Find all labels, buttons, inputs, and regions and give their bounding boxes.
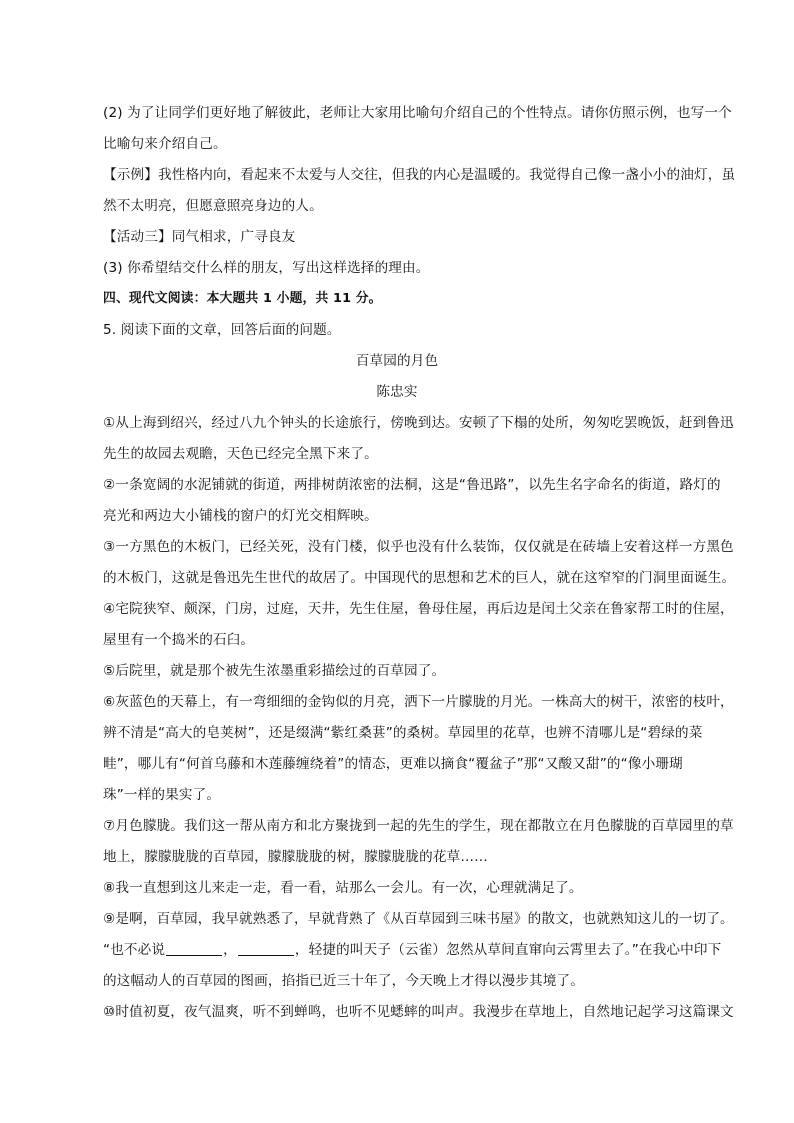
example-line-1: 【示例】我性格内向，看起来不太爱与人交往，但我的内心是温暖的。我觉得自己像一盏小小的油灯，虽 — [103, 167, 736, 183]
article-line: ④宅院狭窄、颇深，门房，过庭，天井，先生住屋，鲁母住屋，再后边是闰土父亲在鲁家帮工时的住屋， — [103, 601, 734, 617]
article-line: ②一条宽阔的水泥铺就的街道，两排树荫浓密的法桐，这是“鲁迅路”，以先生名字命名的街道，路灯的 — [103, 477, 721, 493]
article-quote-line — [103, 940, 723, 960]
article-line: 屋里有一个捣米的石臼。 — [103, 632, 255, 648]
article-line: 地上，朦朦胧胧的百草园，朦朦胧胧的树，朦朦胧胧的花草…… — [103, 849, 488, 865]
article-line: ③一方黑色的木板门，已经关死，没有门楼，似乎也没有什么装饰，仅仅就是在砖墙上安着这样一方黑色 — [103, 539, 734, 555]
quote-part-2: ，轻捷的叫天子（云雀）忽然从草间直窜向云霄里去了。”在我心中印下 — [294, 942, 722, 958]
article-line: 的这幅动人的百草园的图画，掐指已近三十年了，今天晚上才得以漫步其境了。 — [103, 973, 585, 989]
article-line: 畦”，哪儿有“何首乌藤和木莲藤缠绕着”的情态，更难以摘食“覆盆子”那“又酸又甜”的“像小珊瑚 — [103, 756, 683, 772]
fill-blank-2[interactable] — [238, 941, 294, 956]
quote-part-1: “也不必说 — [103, 942, 166, 958]
article-line: 的木板门，这就是鲁迅先生世代的故居了。中国现代的思想和艺术的巨人，就在这窄窄的门洞里面诞生。 — [103, 570, 736, 586]
article-title: 百草园的月色 — [355, 353, 439, 369]
article-line: ⑧我一直想到这儿来走一走，看一看，站那么一会儿。有一次，心理就满足了。 — [103, 880, 583, 896]
article-line: 珠”一样的果实了。 — [103, 787, 221, 803]
article-line: ⑩时值初夏，夜气温爽，听不到蝉鸣，也听不见蟋蟀的叫声。我漫步在草地上，自然地记起学习这篇课文 — [103, 1004, 734, 1020]
question-2-line-1: (2) 为了让同学们更好地了解彼此，老师让大家用比喻句介绍自己的个性特点。请你仿照示例，也写一个 — [103, 105, 732, 121]
article-author: 陈忠实 — [376, 384, 418, 400]
article-line: ⑤后院里，就是那个被先生浓墨重彩描绘过的百草园了。 — [103, 663, 446, 679]
question-3: (3) 你希望结交什么样的朋友，写出这样选择的理由。 — [103, 260, 430, 276]
article-line: ①从上海到绍兴，经过八九个钟头的长途旅行，傍晚到达。安顿了下榻的处所，匆匆吃罢晚饭，赶到鲁迅 — [103, 415, 734, 431]
article-line: ⑨是啊，百草园，我早就熟悉了，早就背熟了《从百草园到三味书屋》的散文，也就熟知这儿的一切了。 — [103, 911, 734, 927]
article-line: ⑥灰蓝色的天幕上，有一弯细细的金钩似的月亮，洒下一片朦胧的月光。一株高大的树干，浓密的枝叶， — [103, 694, 734, 710]
article-line: 亮光和两边大小铺栈的窗户的灯光交相辉映。 — [103, 508, 378, 524]
activity-3-heading: 【活动三】同气相求，广寻良友 — [103, 229, 296, 245]
article-line: 先生的故园去观瞻，天色已经完全黑下来了。 — [103, 446, 378, 462]
article-line: 辨不清是“高大的皂荚树”，还是缀满“紫红桑葚”的桑树。草园里的花草，也辨不清哪儿是“碧绿的菜 — [103, 725, 703, 741]
quote-separator: ， — [223, 942, 237, 958]
article-line: ⑦月色朦胧。我们这一帮从南方和北方聚拢到一起的先生的学生，现在都散立在月色朦胧的百草园里的草 — [103, 818, 734, 834]
fill-blank-1[interactable] — [166, 941, 222, 956]
example-line-2: 然不太明亮，但愿意照亮身边的人。 — [103, 198, 323, 214]
section-4-heading: 四、现代文阅读：本大题共 1 小题，共 11 分。 — [103, 291, 382, 306]
question-2-line-2: 比喻句来介绍自己。 — [103, 136, 227, 152]
question-5-prompt: 5. 阅读下面的文章，回答后面的问题。 — [103, 322, 341, 338]
